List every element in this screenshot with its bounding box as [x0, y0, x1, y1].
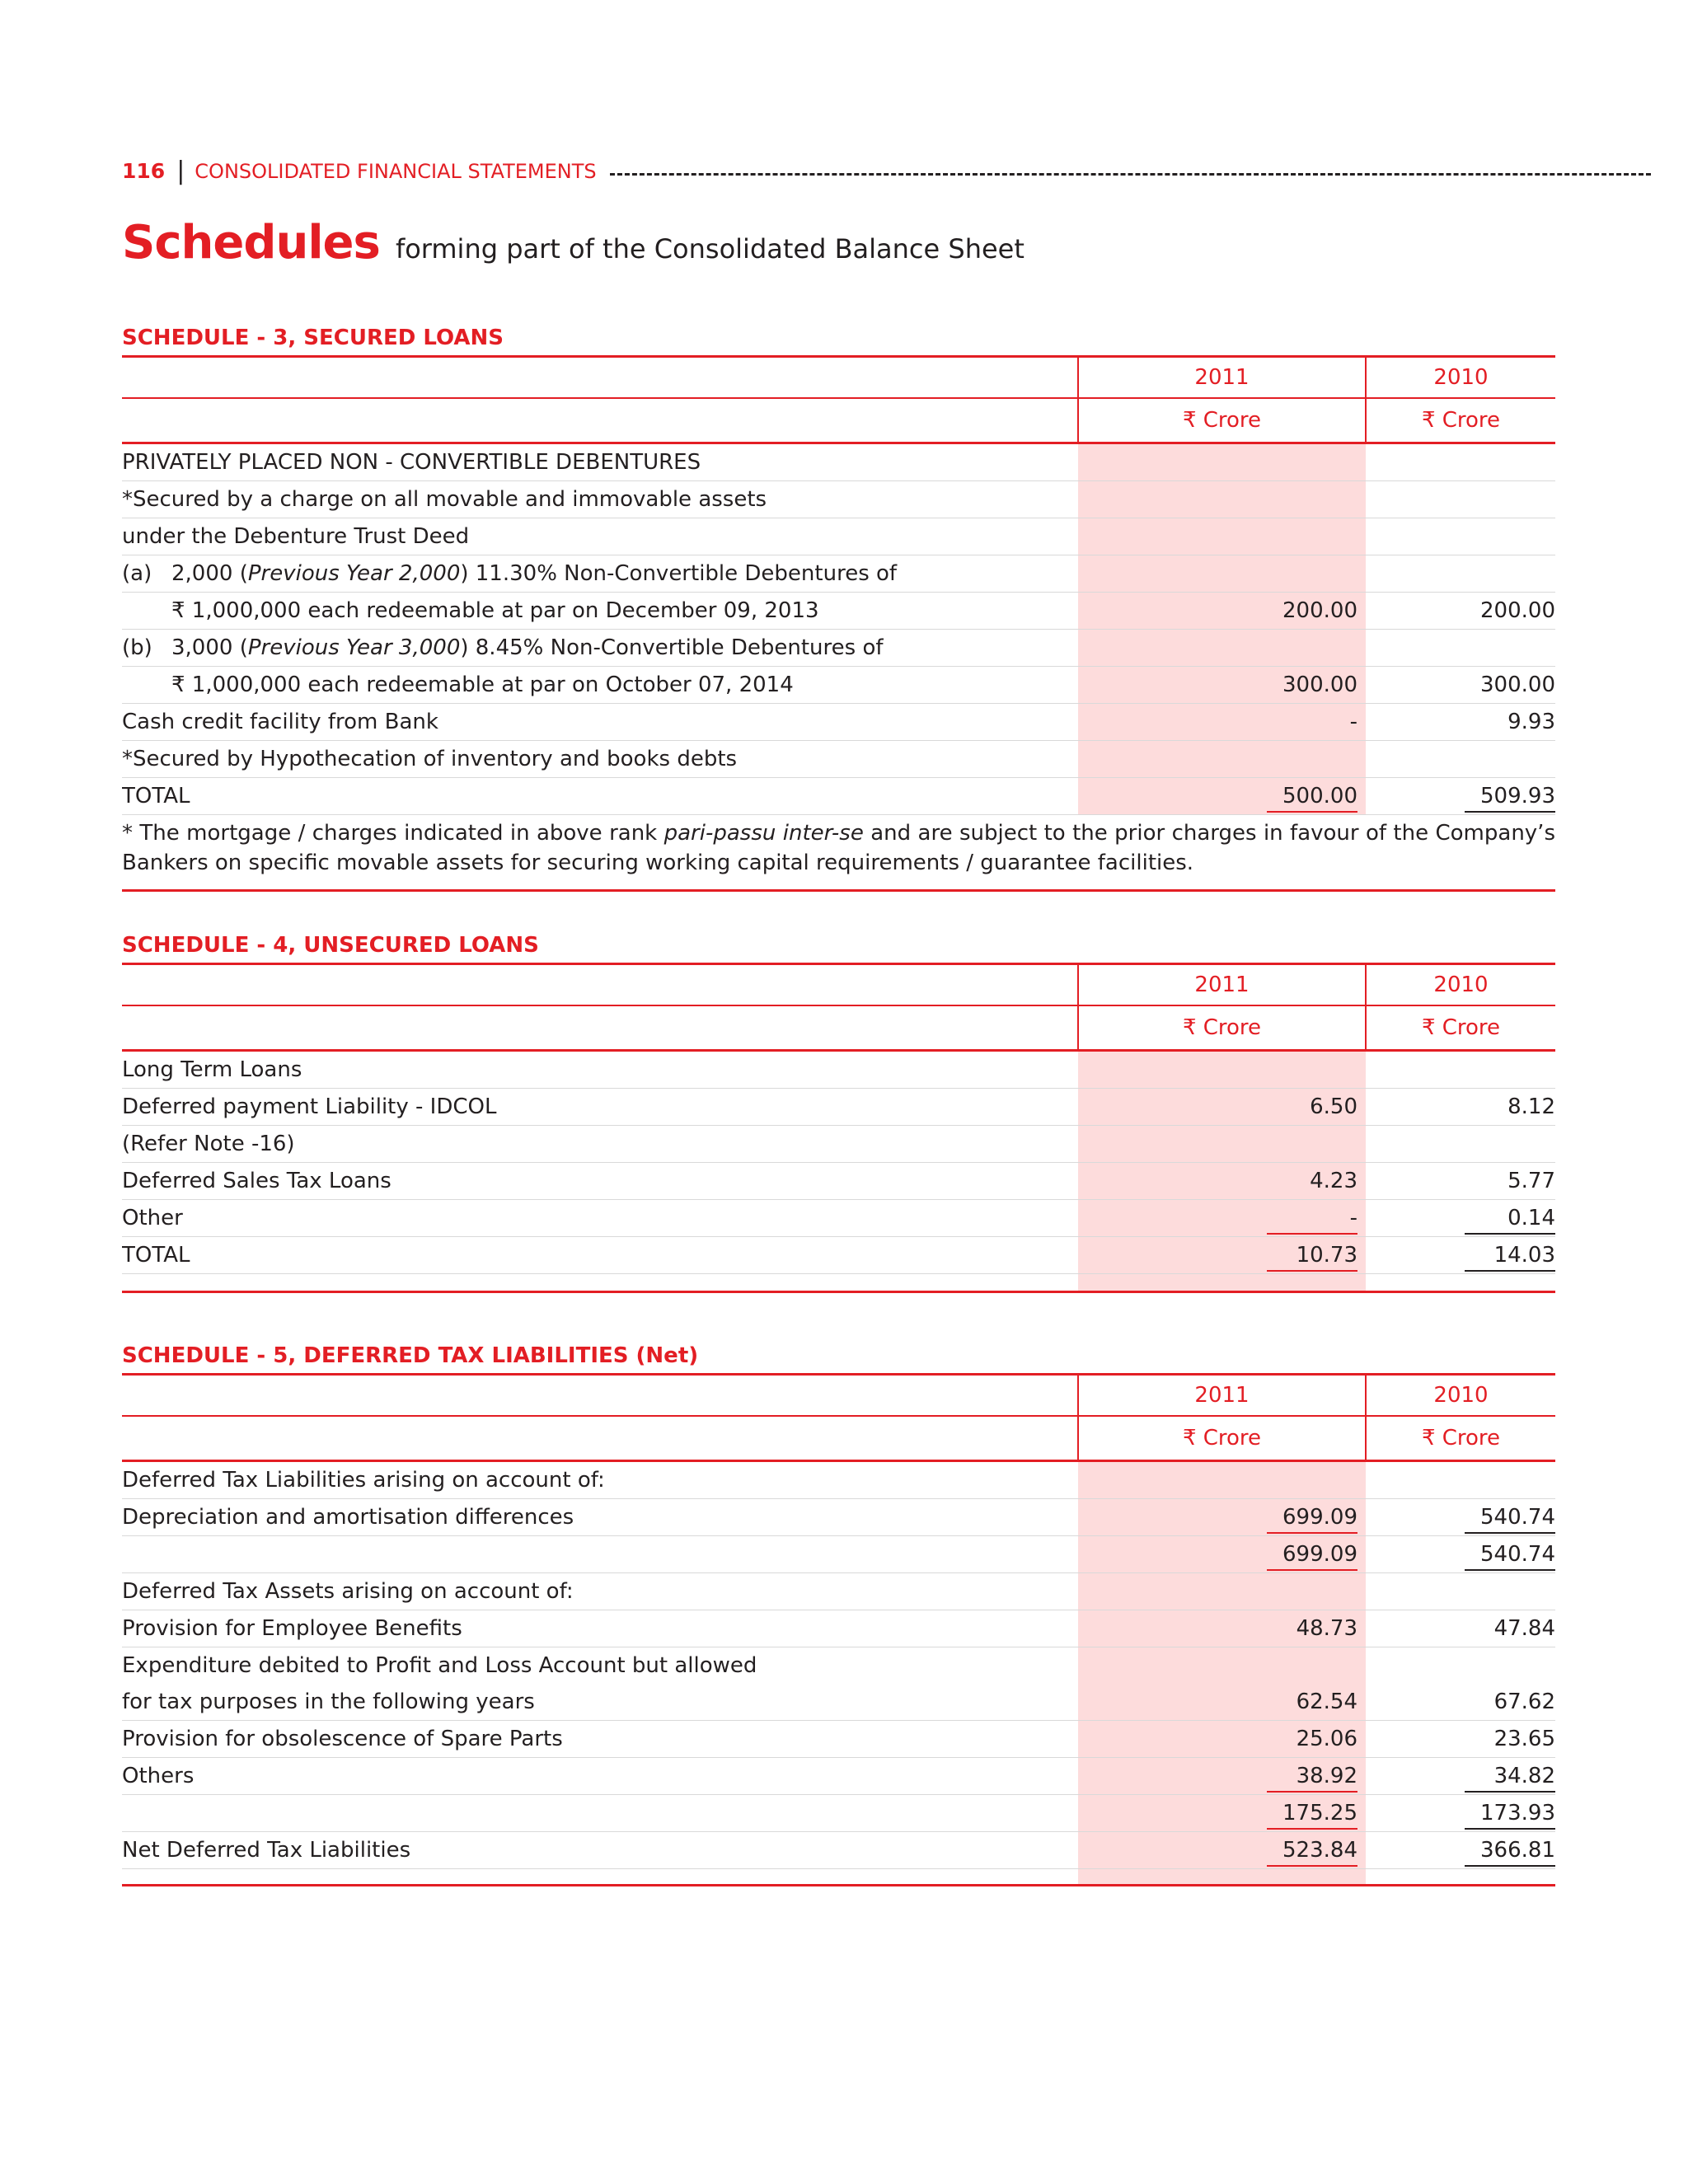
schedule-3-table — [122, 355, 1555, 815]
schedule-3-title: SCHEDULE - 3, SECURED LOANS — [122, 326, 504, 350]
dashed-rule — [610, 173, 1651, 176]
table-row: ₹ 1,000,000 each redeemable at par on December 09, 2013 200.00 200.00 — [122, 593, 1555, 630]
schedule-4-table — [122, 963, 1555, 1291]
table-row: ₹ 1,000,000 each redeemable at par on October 07, 2014 300.00 300.00 — [122, 667, 1555, 704]
table-row: Provision for obsolescence of Spare Parts 25.06 23.65 — [122, 1721, 1555, 1758]
table-row: *Secured by a charge on all movable and immovable assets — [122, 481, 1555, 518]
year-2010: 2010 — [1366, 964, 1555, 1006]
unit-2011: ₹ Crore — [1078, 1416, 1366, 1461]
table-row: Deferred Tax Assets arising on account of: — [122, 1573, 1555, 1610]
table-row: (a) 2,000 (Previous Year 2,000) 11.30% Non-Convertible Debentures of — [122, 555, 1555, 593]
section-name: CONSOLIDATED FINANCIAL STATEMENTS — [195, 159, 597, 183]
table-row: PRIVATELY PLACED NON - CONVERTIBLE DEBENTURES — [122, 443, 1555, 481]
year-2010: 2010 — [1366, 1375, 1555, 1417]
table-row: Deferred payment Liability - IDCOL 6.50 8.12 — [122, 1089, 1555, 1126]
schedule-4-end-rule — [122, 1291, 1555, 1293]
subtotal-row: 175.25 173.93 — [122, 1795, 1555, 1832]
schedule-3 — [122, 324, 1555, 892]
year-2011: 2011 — [1078, 357, 1366, 399]
unit-header-row — [122, 1416, 1555, 1461]
page-number: 116 — [122, 159, 166, 183]
table-row: *Secured by Hypothecation of inventory and books debts — [122, 741, 1555, 778]
running-header — [122, 157, 1651, 185]
year-header-row — [122, 964, 1555, 1006]
table-row: Others 38.92 34.82 — [122, 1758, 1555, 1795]
subtotal-row: 699.09 540.74 — [122, 1536, 1555, 1573]
year-header-row — [122, 357, 1555, 399]
page-title — [122, 216, 1025, 269]
table-row: Depreciation and amortisation differences 699.09 540.74 — [122, 1499, 1555, 1536]
table-row: Other - 0.14 — [122, 1200, 1555, 1237]
unit-2010: ₹ Crore — [1366, 1005, 1555, 1051]
unit-2011: ₹ Crore — [1078, 1005, 1366, 1051]
year-2011: 2011 — [1078, 1375, 1366, 1417]
unit-header-row — [122, 398, 1555, 443]
spacer-row — [122, 1869, 1555, 1885]
table-row: under the Debenture Trust Deed — [122, 518, 1555, 555]
unit-header-row — [122, 1005, 1555, 1051]
schedule-4 — [122, 931, 1555, 1293]
year-2011: 2011 — [1078, 964, 1366, 1006]
unit-2011: ₹ Crore — [1078, 398, 1366, 443]
schedule-5 — [122, 1342, 1555, 1886]
table-row: Provision for Employee Benefits 48.73 47.84 — [122, 1610, 1555, 1647]
total-row: TOTAL 500.00 509.93 — [122, 778, 1555, 815]
schedule-4-title: SCHEDULE - 4, UNSECURED LOANS — [122, 933, 539, 958]
schedule-5-end-rule — [122, 1884, 1555, 1886]
unit-2010: ₹ Crore — [1366, 398, 1555, 443]
total-row: Net Deferred Tax Liabilities 523.84 366.81 — [122, 1832, 1555, 1869]
schedule-5-title: SCHEDULE - 5, DEFERRED TAX LIABILITIES (Net) — [122, 1343, 699, 1368]
header-separator: | — [176, 157, 185, 185]
title-main: Schedules — [122, 216, 380, 269]
total-row: TOTAL 10.73 14.03 — [122, 1237, 1555, 1274]
unit-2010: ₹ Crore — [1366, 1416, 1555, 1461]
year-header-row — [122, 1375, 1555, 1417]
table-row: Expenditure debited to Profit and Loss Account but allowed for tax purposes in the following years 62.54 67.62 — [122, 1647, 1555, 1721]
table-row: (Refer Note -16) — [122, 1126, 1555, 1163]
table-row: Long Term Loans — [122, 1051, 1555, 1089]
table-row: Cash credit facility from Bank - 9.93 — [122, 704, 1555, 741]
table-row: Deferred Sales Tax Loans 4.23 5.77 — [122, 1163, 1555, 1200]
schedule-5-table — [122, 1373, 1555, 1884]
schedule-3-footnote: * The mortgage / charges indicated in above rank pari-passu inter-se and are subject to the prior charges in favour of the Company’s Bankers on specific movable assets for securing working capital requirements / guarantee facilities. — [122, 815, 1555, 892]
spacer-row — [122, 1274, 1555, 1291]
year-2010: 2010 — [1366, 357, 1555, 399]
table-row: (b) 3,000 (Previous Year 3,000) 8.45% Non-Convertible Debentures of — [122, 630, 1555, 667]
title-subtitle: forming part of the Consolidated Balance Sheet — [395, 233, 1025, 265]
table-row: Deferred Tax Liabilities arising on account of: — [122, 1461, 1555, 1499]
